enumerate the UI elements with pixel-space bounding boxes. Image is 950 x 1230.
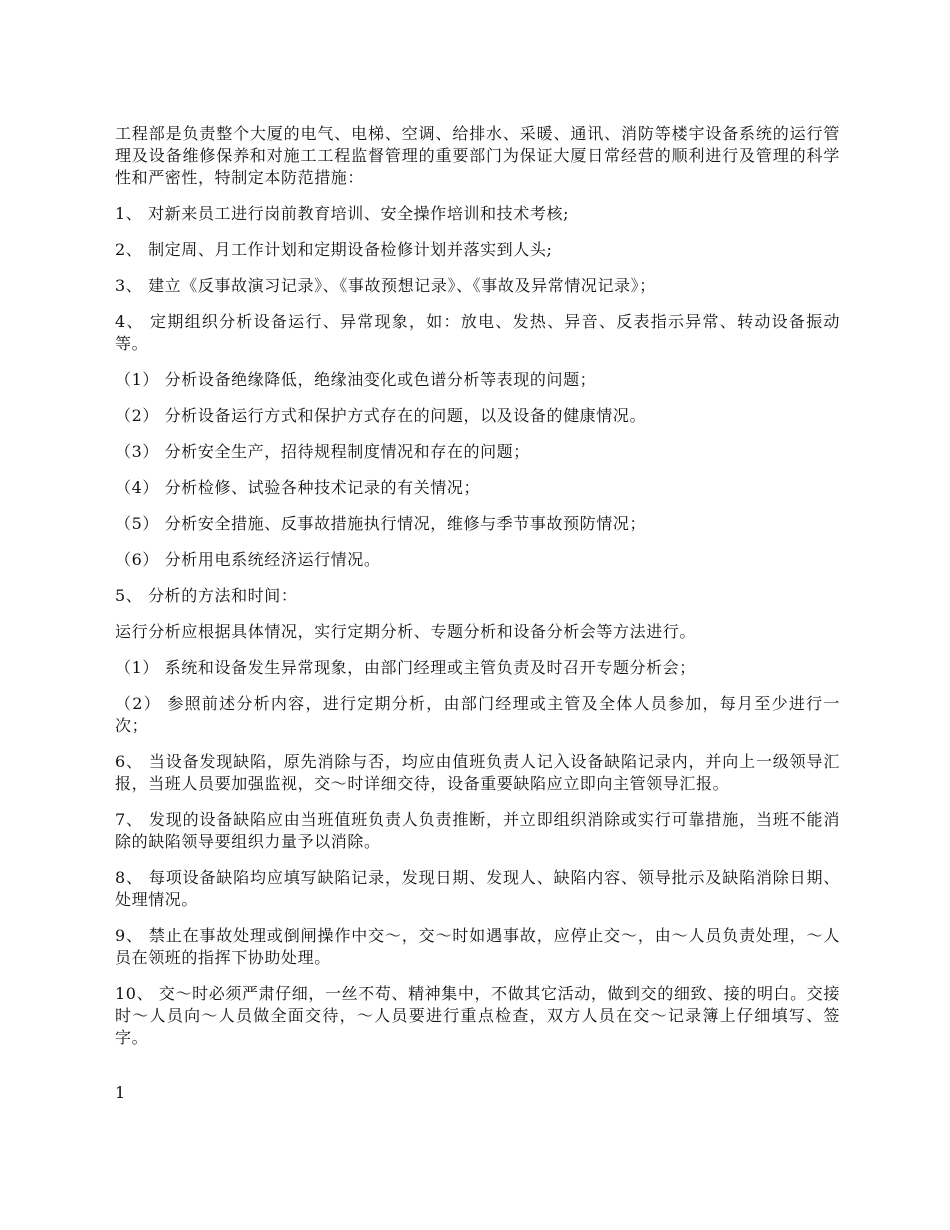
- sub-item-4-6: （6） 分析用电系统经济运行情况。: [115, 550, 381, 569]
- method-paragraph: 运行分析应根据具体情况，实行定期分析、专题分析和设备分析会等方法进行。: [115, 622, 697, 641]
- list-item-5: 5、 分析的方法和时间：: [115, 586, 298, 605]
- page-number: 1: [115, 1083, 126, 1102]
- list-item-6: 6、 当设备发现缺陷，原先消除与否，均应由值班负责人记入设备缺陷记录内，并向上一级领导汇报，当班人员要加强监视，交～时详细交待，设备重要缺陷应立即向主管领导汇报。: [115, 752, 840, 793]
- list-item-7: 7、 发现的设备缺陷应由当班值班负责人负责推断，并立即组织消除或实行可靠措施，当班不能消除的缺陷领导要组织力量予以消除。: [115, 810, 840, 851]
- sub-item-4-4: （4） 分析检修、试验各种技术记录的有关情况；: [115, 478, 481, 497]
- intro-paragraph: 工程部是负责整个大厦的电气、电梯、空调、给排水、采暖、通讯、消防等楼宇设备系统的运行管理及设备维修保养和对施工工程监督管理的重要部门为保证大厦日常经营的顺利进行及管理的科学性和严密性，特制定本防范措施：: [115, 124, 840, 187]
- list-item-10: 10、 交～时必须严肃仔细，一丝不苟、精神集中，不做其它活动，做到交的细致、接的明白。交接时～人员向～人员做全面交待，～人员要进行重点检查，双方人员在交～记录簿上仔细填写、签字。: [115, 984, 840, 1047]
- list-item-2: 2、 制定周、月工作计划和定期设备检修计划并落实到人头;: [115, 240, 553, 259]
- sub-item-5-1: （1） 系统和设备发生异常现象，由部门经理或主管负责及时召开专题分析会；: [115, 658, 696, 677]
- sub-item-4-5: （5） 分析安全措施、反事故措施执行情况，维修与季节事故预防情况；: [115, 514, 647, 533]
- list-item-8: 8、 每项设备缺陷均应填写缺陷记录，发现日期、发现人、缺陷内容、领导批示及缺陷消除日期、处理情况。: [115, 868, 840, 909]
- list-item-1: 1、 对新来员工进行岗前教育培训、安全操作培训和技术考核;: [115, 204, 570, 223]
- sub-item-4-1: （1） 分析设备绝缘降低，绝缘油变化或色谱分析等表现的问题；: [115, 370, 597, 389]
- document-body: [115, 123, 840, 1063]
- list-item-4: 4、 定期组织分析设备运行、异常现象，如：放电、发热、异音、反表指示异常、转动设备振动等。: [115, 312, 840, 353]
- sub-item-5-2: （2） 参照前述分析内容，进行定期分析，由部门经理或主管及全体人员参加，每月至少进行一次；: [115, 694, 840, 735]
- sub-item-4-3: （3） 分析安全生产，招待规程制度情况和存在的问题；: [115, 442, 530, 461]
- list-item-3: 3、 建立《反事故演习记录》、《事故预想记录》、《事故及异常情况记录》；: [115, 276, 656, 295]
- list-item-9: 9、 禁止在事故处理或倒闸操作中交～，交～时如遇事故，应停止交～，由～人员负责处理，～人员在领班的指挥下协助处理。: [115, 926, 840, 967]
- sub-item-4-2: （2） 分析设备运行方式和保护方式存在的问题，以及设备的健康情况。: [115, 406, 647, 425]
